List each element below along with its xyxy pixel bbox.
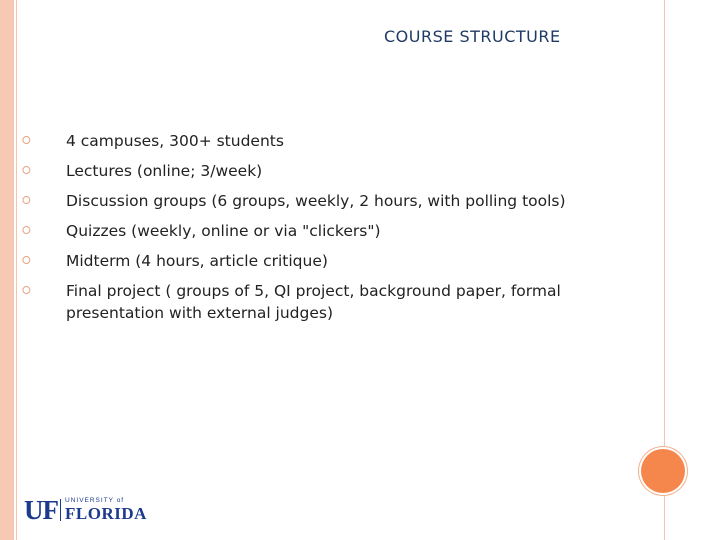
slide-title: COURSE STRUCTURE bbox=[384, 27, 561, 46]
logo-line-university: UNIVERSITY of bbox=[65, 497, 125, 505]
list-item bbox=[22, 190, 622, 212]
list-item-text: Discussion groups (6 groups, weekly, 2 hours, with polling tools) bbox=[66, 192, 566, 210]
bullet-icon: ⭘ bbox=[22, 134, 31, 147]
list-item bbox=[22, 220, 622, 242]
bullet-icon: ⭘ bbox=[22, 164, 31, 177]
list-item-text: Lectures (online; 3/week) bbox=[66, 162, 263, 180]
decorative-circle bbox=[641, 449, 685, 493]
list-item-text: 4 campuses, 300+ students bbox=[66, 132, 284, 150]
list-item bbox=[22, 160, 622, 182]
left-decorative-bar bbox=[0, 0, 14, 540]
right-decorative-line-bottom bbox=[664, 494, 665, 540]
university-logo bbox=[24, 496, 147, 524]
bullet-icon: ⭘ bbox=[22, 284, 31, 297]
right-decorative-line bbox=[664, 0, 665, 450]
bullet-icon: ⭘ bbox=[22, 254, 31, 267]
list-item bbox=[22, 130, 622, 152]
bullet-list bbox=[22, 130, 622, 324]
list-item bbox=[22, 280, 622, 324]
logo-divider bbox=[60, 499, 61, 521]
list-item-text: Midterm (4 hours, article critique) bbox=[66, 252, 328, 270]
bullet-icon: ⭘ bbox=[22, 194, 31, 207]
logo-wordmark bbox=[65, 498, 147, 522]
left-decorative-line bbox=[16, 0, 17, 540]
logo-mark: UF bbox=[24, 495, 58, 525]
list-item-text: Quizzes (weekly, online or via "clickers") bbox=[66, 222, 381, 240]
list-item bbox=[22, 250, 622, 272]
logo-line-florida: FLORIDA bbox=[65, 503, 147, 523]
list-item-text: Final project ( groups of 5, QI project, background paper, formal presentation with external judges) bbox=[66, 282, 561, 322]
bullet-icon: ⭘ bbox=[22, 224, 31, 237]
